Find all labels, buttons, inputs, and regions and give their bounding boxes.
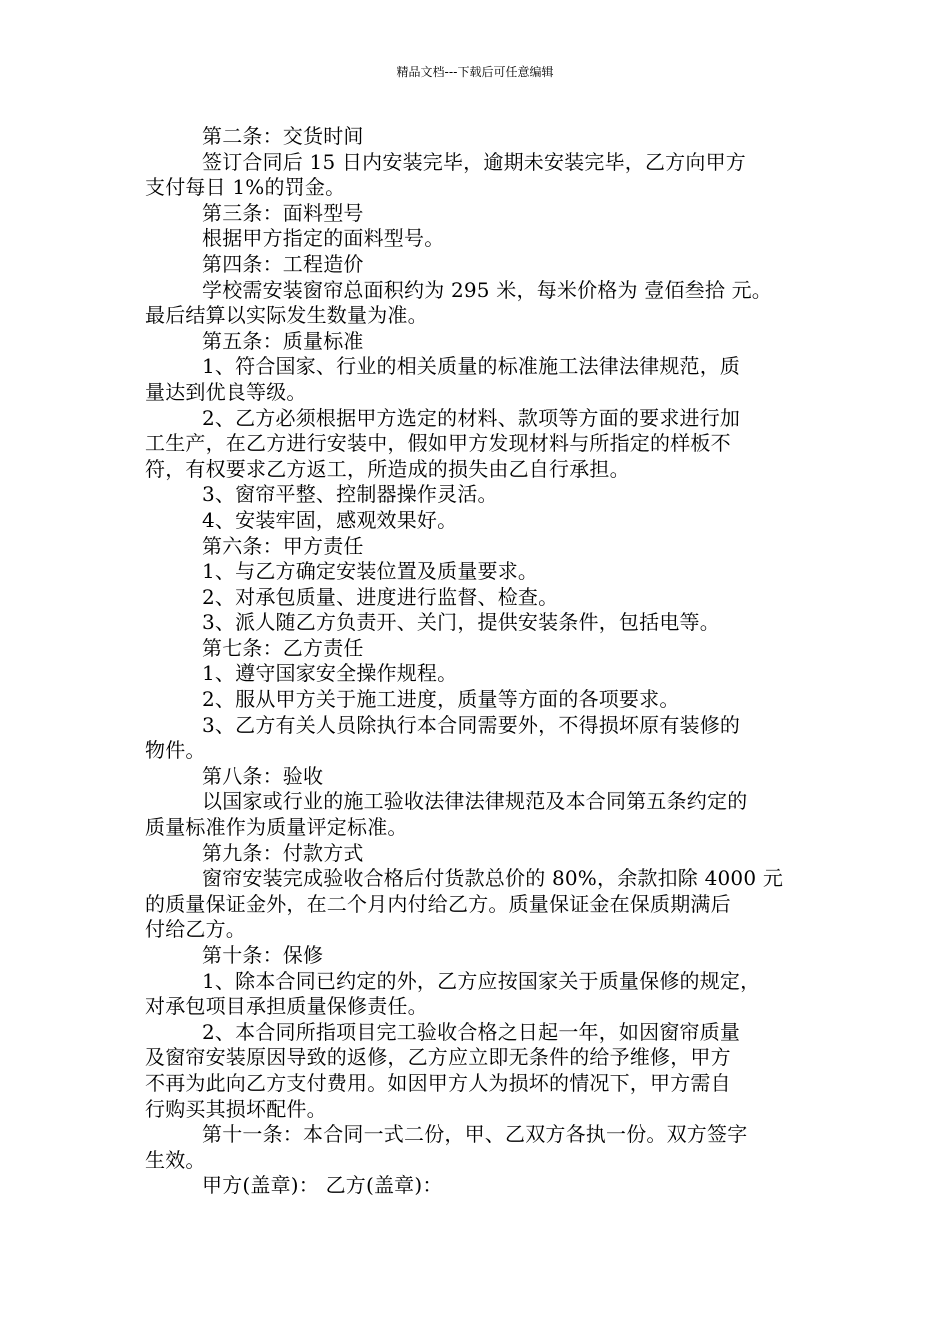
- text-line: 4、安装牢固，感观效果好。: [202, 507, 458, 532]
- text-line: 根据甲方指定的面料型号。: [202, 226, 445, 251]
- text-line: 2、服从甲方关于施工进度，质量等方面的各项要求。: [202, 687, 680, 712]
- text-line: 第六条：甲方责任: [202, 533, 364, 558]
- text-line: 第四条：工程造价: [202, 251, 364, 276]
- text-line: 以国家或行业的施工验收法律法律规范及本合同第五条约定的: [202, 789, 748, 814]
- text-line: 3、乙方有关人员除执行本合同需要外，不得损坏原有装修的: [202, 712, 741, 737]
- text-line: 第七条：乙方责任: [202, 635, 364, 660]
- text-line: 行购买其损坏配件。: [145, 1096, 327, 1121]
- text-line: 第二条：交货时间: [202, 124, 364, 148]
- text-line: 第十一条：本合同一式二份，甲、乙双方各执一份。双方签字: [202, 1122, 748, 1147]
- page-header: 精品文档---下载后可任意编辑: [396, 65, 554, 79]
- text-line: 不再为此向乙方支付费用。如因甲方人为损坏的情况下，甲方需自: [145, 1070, 731, 1095]
- text-line: 物件。: [145, 738, 206, 763]
- text-line: 工生产，在乙方进行安装中，假如甲方发现材料与所指定的样板不: [145, 431, 731, 456]
- text-line: 1、除本合同已约定的外，乙方应按国家关于质量保修的规定，: [202, 968, 761, 993]
- contract-body: [145, 124, 810, 1199]
- text-line: 第五条：质量标准: [202, 328, 364, 353]
- text-line: 1、与乙方确定安装位置及质量要求。: [202, 559, 539, 584]
- text-line: 生效。: [145, 1147, 206, 1172]
- text-line: 3、派人随乙方负责开、关门，提供安装条件，包括电等。: [202, 610, 720, 635]
- text-line: 质量标准作为质量评定标准。: [145, 815, 408, 840]
- text-line: 签订合同后 15 日内安装完毕，逾期未安装完毕，乙方向甲方: [202, 149, 746, 174]
- text-line: 甲方(盖章)： 乙方(盖章)：: [202, 1173, 443, 1198]
- text-line: 2、乙方必须根据甲方选定的材料、款项等方面的要求进行加: [202, 405, 741, 430]
- text-line: 最后结算以实际发生数量为准。: [145, 303, 428, 328]
- text-line: 3、窗帘平整、控制器操作灵活。: [202, 482, 498, 507]
- text-line: 1、遵守国家安全操作规程。: [202, 661, 458, 686]
- text-line: 符，有权要求乙方返工，所造成的损失由乙自行承担。: [145, 456, 630, 481]
- text-line: 的质量保证金外，在二个月内付给乙方。质量保证金在保质期满后: [145, 891, 731, 916]
- text-line: 对承包项目承担质量保修责任。: [145, 994, 428, 1019]
- text-line: 2、本合同所指项目完工验收合格之日起一年，如因窗帘质量: [202, 1019, 741, 1044]
- text-line: 学校需安装窗帘总面积约为 295 米，每米价格为 壹佰叁拾 元。: [202, 277, 773, 302]
- text-line: 付给乙方。: [145, 917, 246, 942]
- text-line: 第十条：保修: [202, 943, 324, 967]
- text-line: 量达到优良等级。: [145, 379, 307, 404]
- text-line: 窗帘安装完成验收合格后付货款总价的 80%，余款扣除 4000 元: [202, 866, 784, 891]
- text-line: 2、对承包质量、进度进行监督、检查。: [202, 584, 559, 609]
- text-line: 支付每日 1%的罚金。: [145, 175, 346, 200]
- text-line: 第九条：付款方式: [202, 840, 364, 865]
- text-line: 及窗帘安装原因导致的返修，乙方应立即无条件的给予维修，甲方: [145, 1045, 731, 1070]
- text-line: 第三条：面料型号: [202, 200, 364, 225]
- text-line: 第八条：验收: [202, 763, 324, 788]
- text-line: 1、符合国家、行业的相关质量的标准施工法律法律规范，质: [202, 354, 741, 379]
